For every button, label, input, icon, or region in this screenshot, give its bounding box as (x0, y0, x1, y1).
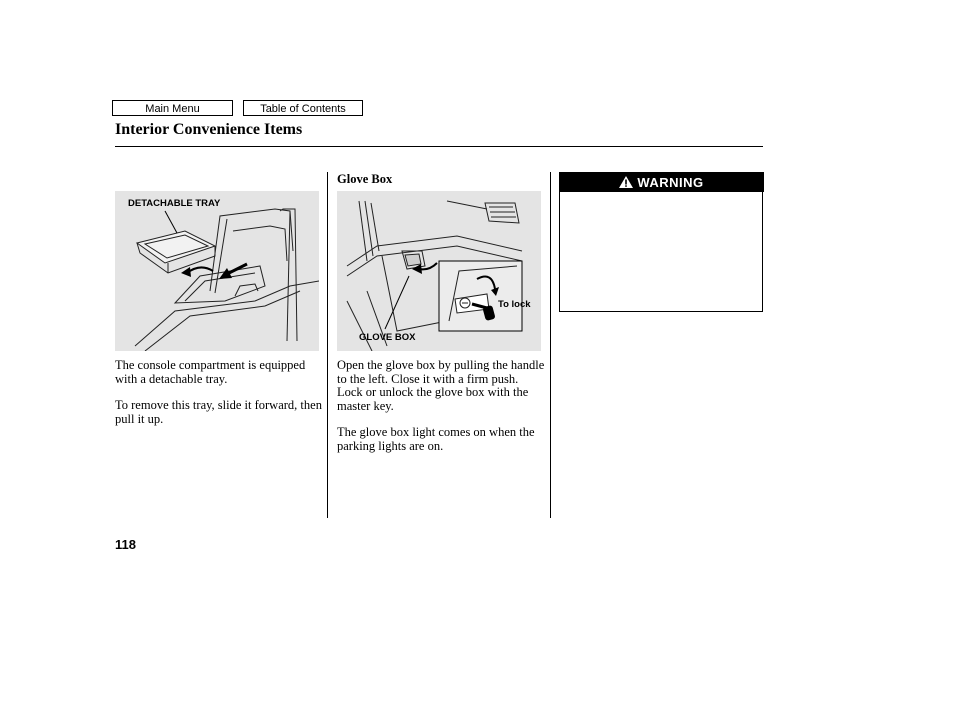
page-title: Interior Convenience Items (115, 121, 303, 138)
glove-box-instructions: Open the glove box by pulling the handle to the left. Close it with a firm push. Lock or unlock the glove box with the master key. (337, 358, 545, 413)
glove-box-label: GLOVE BOX (359, 332, 416, 343)
to-lock-label: To lock (498, 299, 531, 310)
detachable-tray-label: DETACHABLE TRAY (128, 198, 221, 209)
table-of-contents-button[interactable]: Table of Contents (243, 100, 363, 116)
warning-header (559, 172, 764, 192)
glove-box-heading: Glove Box (337, 172, 393, 186)
page-number: 118 (115, 537, 136, 552)
warning-body (559, 192, 763, 312)
warning-label: WARNING (637, 174, 704, 190)
detachable-tray-illustration (115, 191, 319, 351)
tray-removal-instructions: To remove this tray, slide it forward, then pull it up. (115, 398, 322, 426)
main-menu-button[interactable]: Main Menu (112, 100, 233, 116)
title-divider (115, 146, 763, 147)
glove-box-light-note: The glove box light comes on when the parking lights are on. (337, 425, 535, 453)
column-divider-right (550, 172, 551, 518)
warning-triangle-icon (619, 176, 633, 188)
column-divider-left (327, 172, 328, 518)
glove-box-drawing (337, 191, 541, 351)
console-description: The console compartment is equipped with a detachable tray. (115, 358, 306, 386)
glove-box-illustration (337, 191, 541, 351)
tray-drawing (115, 191, 319, 351)
